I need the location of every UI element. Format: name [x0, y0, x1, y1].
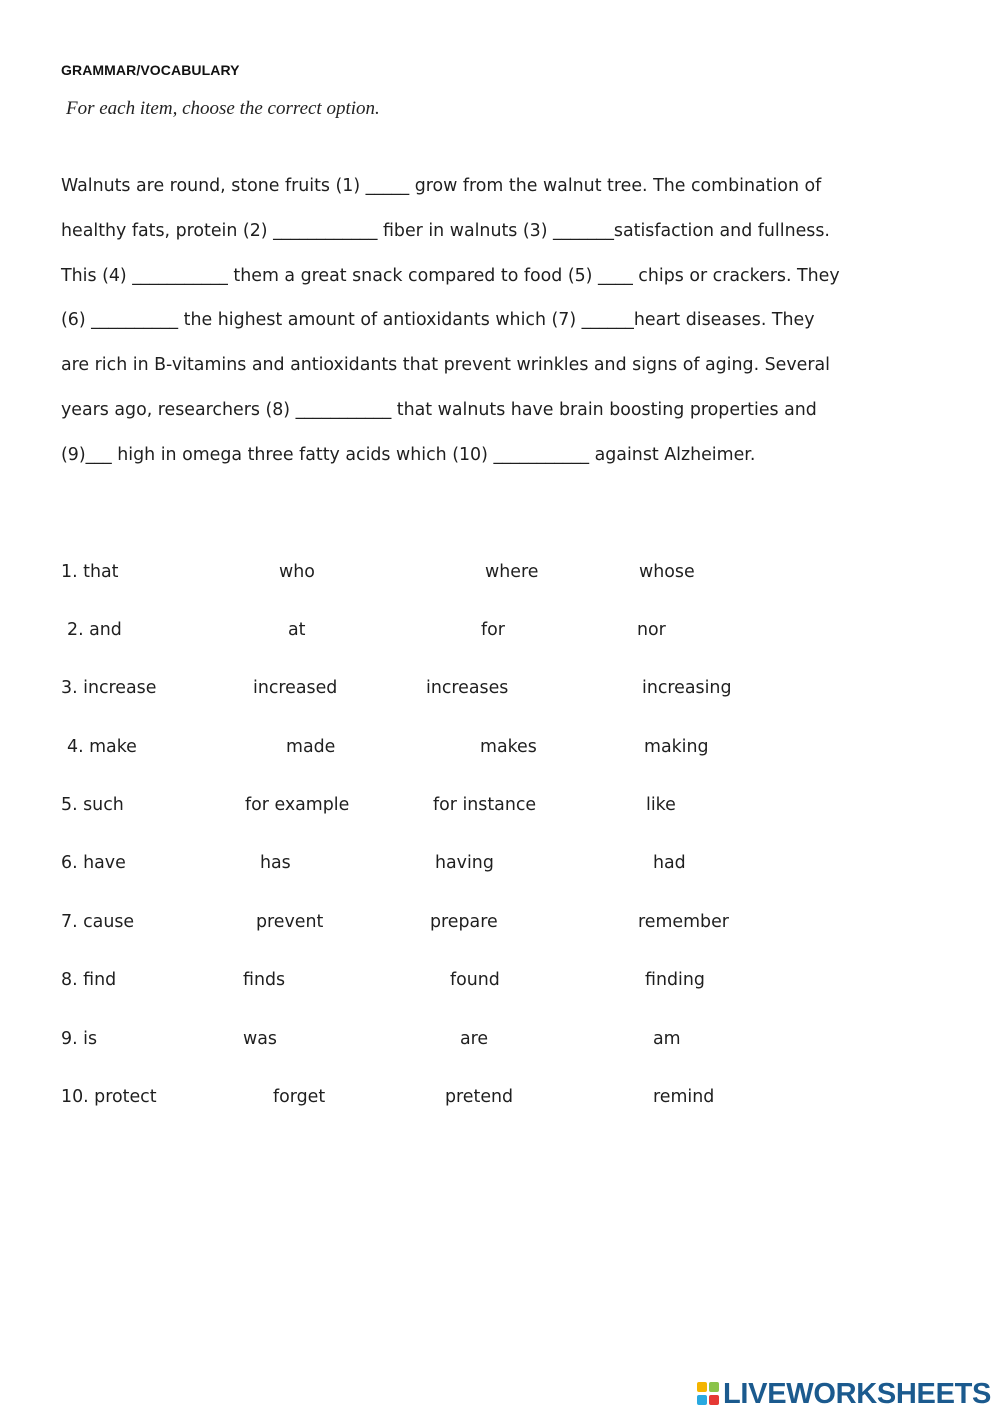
question-row-7	[0, 912, 1000, 938]
option-label: 5. such	[61, 795, 124, 815]
passage-line: (9)___ high in omega three fatty acids which (10) ___________ against Alzheimer.	[61, 444, 756, 465]
option-label: nor	[637, 620, 666, 640]
option-label: at	[288, 620, 306, 640]
passage-line: are rich in B-vitamins and antioxidants that prevent wrinkles and signs of aging. Several	[61, 355, 830, 376]
option-label: 4. make	[67, 737, 137, 757]
option-label: 7. cause	[61, 912, 135, 932]
option-label: remember	[638, 912, 729, 932]
option-label: are	[460, 1029, 489, 1049]
question-row-2	[0, 620, 1000, 646]
option-label: 3. increase	[61, 678, 157, 698]
option-label: 1. that	[61, 562, 119, 582]
question-row-10	[0, 1087, 1000, 1113]
option-label: forget	[273, 1087, 326, 1107]
question-row-8	[0, 970, 1000, 996]
option-label: 6. have	[61, 853, 126, 873]
option-label: for instance	[433, 795, 537, 815]
option-label: had	[653, 853, 686, 873]
option-label: finds	[243, 970, 286, 990]
question-row-3	[0, 678, 1000, 704]
option-label: remind	[653, 1087, 715, 1107]
logo-text: LIVEWORKSHEETS	[723, 1377, 992, 1410]
option-label: am	[653, 1029, 681, 1049]
option-label: 10. protect	[61, 1087, 157, 1107]
option-label: was	[243, 1029, 277, 1049]
question-row-9	[0, 1029, 1000, 1055]
option-label: whose	[639, 562, 695, 582]
option-label: for example	[245, 795, 350, 815]
passage-line: healthy fats, protein (2) ____________ fiber in walnuts (3) _______satisfaction and fullness.	[61, 220, 830, 241]
option-label: having	[435, 853, 494, 873]
option-label: found	[450, 970, 500, 990]
option-label: has	[260, 853, 291, 873]
question-row-6	[0, 853, 1000, 879]
passage-line: years ago, researchers (8) ___________ that walnuts have brain boosting properties and	[61, 399, 817, 420]
logo-tiles-icon	[697, 1380, 721, 1408]
option-label: prevent	[256, 912, 324, 932]
question-row-1	[0, 562, 1000, 588]
option-label: where	[485, 562, 539, 582]
option-label: increased	[253, 678, 338, 698]
option-label: 2. and	[67, 620, 122, 640]
option-label: who	[279, 562, 315, 582]
worksheet-heading: GRAMMAR/VOCABULARY	[61, 62, 240, 78]
option-label: 9. is	[61, 1029, 98, 1049]
instruction-text: For each item, choose the correct option.	[66, 98, 380, 119]
option-label: pretend	[445, 1087, 514, 1107]
option-label: makes	[480, 737, 537, 757]
cloze-passage	[61, 172, 961, 486]
passage-line: This (4) ___________ them a great snack compared to food (5) ____ chips or crackers. They	[61, 265, 840, 286]
option-label: prepare	[430, 912, 498, 932]
question-row-4	[0, 737, 1000, 763]
option-label: making	[644, 737, 709, 757]
passage-line: (6) __________ the highest amount of antioxidants which (7) ______heart diseases. They	[61, 310, 815, 331]
option-label: for	[481, 620, 505, 640]
passage-line: Walnuts are round, stone fruits (1) _____ grow from the walnut tree. The combination of	[61, 176, 822, 196]
option-label: like	[646, 795, 676, 815]
option-label: 8. find	[61, 970, 117, 990]
liveworksheets-logo	[697, 1378, 991, 1410]
question-row-5	[0, 795, 1000, 821]
option-label: finding	[645, 970, 705, 990]
option-label: increasing	[642, 678, 732, 698]
option-label: increases	[426, 678, 509, 698]
option-label: made	[286, 737, 336, 757]
